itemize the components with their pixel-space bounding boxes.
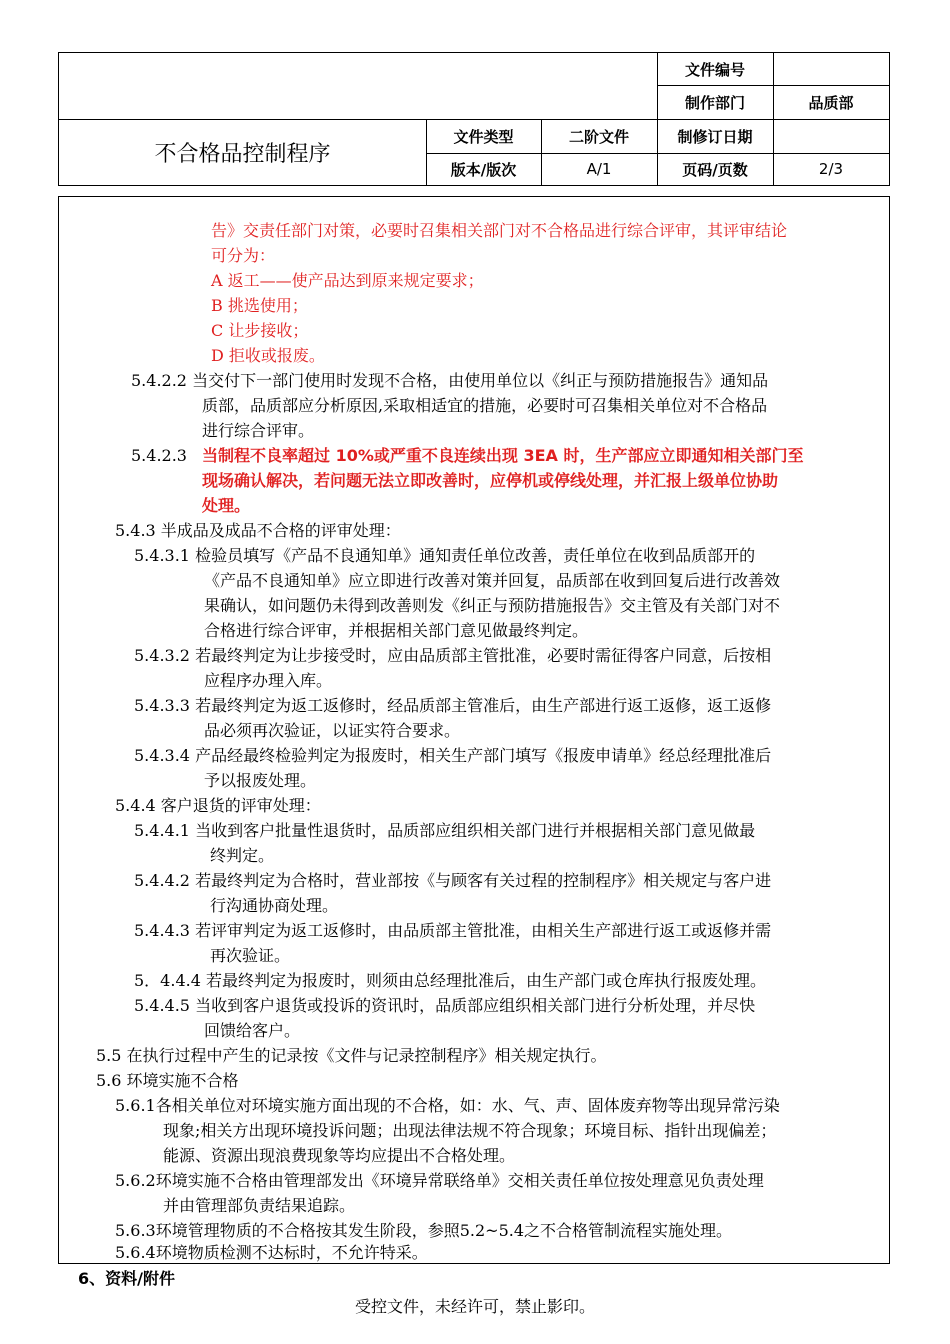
text-line: 回馈给客户。 [204, 1021, 301, 1040]
text-line: 当制程不良率超过 10%或严重不良连续出现 3EA 时，生产部应立即通知相关部门至 [202, 446, 804, 465]
text-line: 5.4.4.5 当收到客户退货或投诉的资讯时，品质部应组织相关部门进行分析处理，并尽快 [134, 996, 756, 1015]
text-line: 5.4.4.3 若评审判定为返工返修时，由品质部主管批准，由相关生产部进行返工或返修并需 [134, 921, 772, 940]
text-line: 应程序办理入库。 [204, 671, 333, 690]
revise-date-value [773, 119, 889, 153]
section-heading: 5.4.4 客户退货的评审处理： [115, 796, 321, 815]
version-value: A/1 [586, 160, 612, 178]
text-line: 现场确认解决，若问题无法立即改善时，应停机或停线处理，并汇报上级单位协助 [202, 471, 779, 490]
section-heading: 5.6 环境实施不合格 [96, 1071, 239, 1090]
text-line: 果确认，如问题仍未得到改善则发《纠正与预防措施报告》交主管及有关部门对不 [204, 596, 781, 615]
text-line: D 拒收或报废。 [211, 346, 325, 365]
file-no-value [773, 53, 889, 85]
document-title: 不合格品控制程序 [154, 141, 331, 167]
text-line: 可分为： [211, 246, 276, 265]
text-line: B 挑选使用； [211, 296, 308, 315]
text-line: 合格进行综合评审，并根据相关部门意见做最终判定。 [204, 621, 589, 640]
text-line: 5.4.3.3 若最终判定为返工返修时，经品质部主管准后，由生产部进行返工返修，返工返修 [134, 696, 772, 715]
text-line: 5.6.4环境物质检测不达标时，不允许特采。 [115, 1243, 428, 1262]
text-line: 终判定。 [210, 846, 275, 865]
text-line: 处理。 [202, 496, 251, 515]
page-footer: 受控文件，未经许可，禁止影印。 [354, 1297, 595, 1316]
text-line: A 返工——使产品达到原来规定要求； [211, 271, 484, 290]
section-heading: 5.5 在执行过程中产生的记录按《文件与记录控制程序》相关规定执行。 [96, 1046, 607, 1065]
text-line: 5.6.2环境实施不合格由管理部发出《环境异常联络单》交相关责任单位按处理意见负责处理 [115, 1171, 764, 1190]
page-label: 页码/页数 [682, 160, 748, 179]
text-line: 能源、资源出现浪费现象等均应提出不合格处理。 [163, 1146, 516, 1165]
text-line: 《产品不良通知单》应立即进行改善对策并回复，品质部在收到回复后进行改善效 [204, 571, 781, 590]
text-line: 5.6.1各相关单位对环境实施方面出现的不合格，如：水、气、声、固体废弃物等出现异常污染 [115, 1096, 780, 1115]
text-line: 5.4.3.1 检验员填写《产品不良通知单》通知责任单位改善，责任单位在收到品质部开的 [134, 546, 756, 565]
text-line: 品必须再次验证，以证实符合要求。 [204, 721, 461, 740]
text-line: 5．4.4.4 若最终判定为报废时，则须由总经理批准后，由生产部门或仓库执行报废处理。 [134, 971, 766, 990]
text-line: 现象;相关方出现环境投诉问题；出现法律法规不符合现象；环境目标、指针出现偏差； [163, 1121, 777, 1140]
section-number: 5.4.2.3 [131, 446, 187, 465]
file-no-label: 文件编号 [684, 60, 745, 79]
type-value: 二阶文件 [568, 127, 629, 146]
text-line: 5.4.3.4 产品经最终检验判定为报废时，相关生产部门填写《报废申请单》经总经理批准后 [134, 746, 772, 765]
text-line: 5.4.2.2 当交付下一部门使用时发现不合格，由使用单位以《纠正与预防措施报告》通知品 [131, 371, 769, 390]
text-line: 再次验证。 [210, 946, 291, 965]
text-line: 5.6.3环境管理物质的不合格按其发生阶段，参照5.2~5.4之不合格管制流程实施处理。 [115, 1221, 733, 1240]
text-line: 告》交责任部门对策，必要时召集相关部门对不合格品进行综合评审，其评审结论 [211, 221, 788, 240]
section-heading-attachments: 6、资料/附件 [78, 1269, 175, 1288]
text-line: 进行综合评审。 [202, 421, 315, 440]
document-header [58, 52, 890, 186]
dept-value: 品质部 [808, 93, 854, 112]
section-heading: 5.4.3 半成品及成品不合格的评审处理： [115, 521, 401, 540]
text-line: C 让步接收； [211, 321, 309, 340]
text-line: 行沟通协商处理。 [210, 896, 339, 915]
text-line: 5.4.4.1 当收到客户批量性退货时，品质部应组织相关部门进行并根据相关部门意见做最 [134, 821, 756, 840]
revise-date-label: 制修订日期 [677, 127, 753, 146]
text-line: 5.4.3.2 若最终判定为让步接受时，应由品质部主管批准，必要时需征得客户同意，后按相 [134, 646, 772, 665]
text-line: 予以报废处理。 [204, 771, 317, 790]
text-line: 并由管理部负责结果追踪。 [163, 1196, 356, 1215]
version-label: 版本/版次 [450, 160, 517, 179]
text-line: 5.4.4.2 若最终判定为合格时，营业部按《与顾客有关过程的控制程序》相关规定与客户进 [134, 871, 772, 890]
type-label: 文件类型 [453, 127, 514, 146]
text-line: 质部，品质部应分析原因,采取相适宜的措施，必要时可召集相关单位对不合格品 [202, 396, 768, 415]
page-value: 2/3 [818, 160, 844, 178]
dept-label: 制作部门 [684, 93, 745, 112]
